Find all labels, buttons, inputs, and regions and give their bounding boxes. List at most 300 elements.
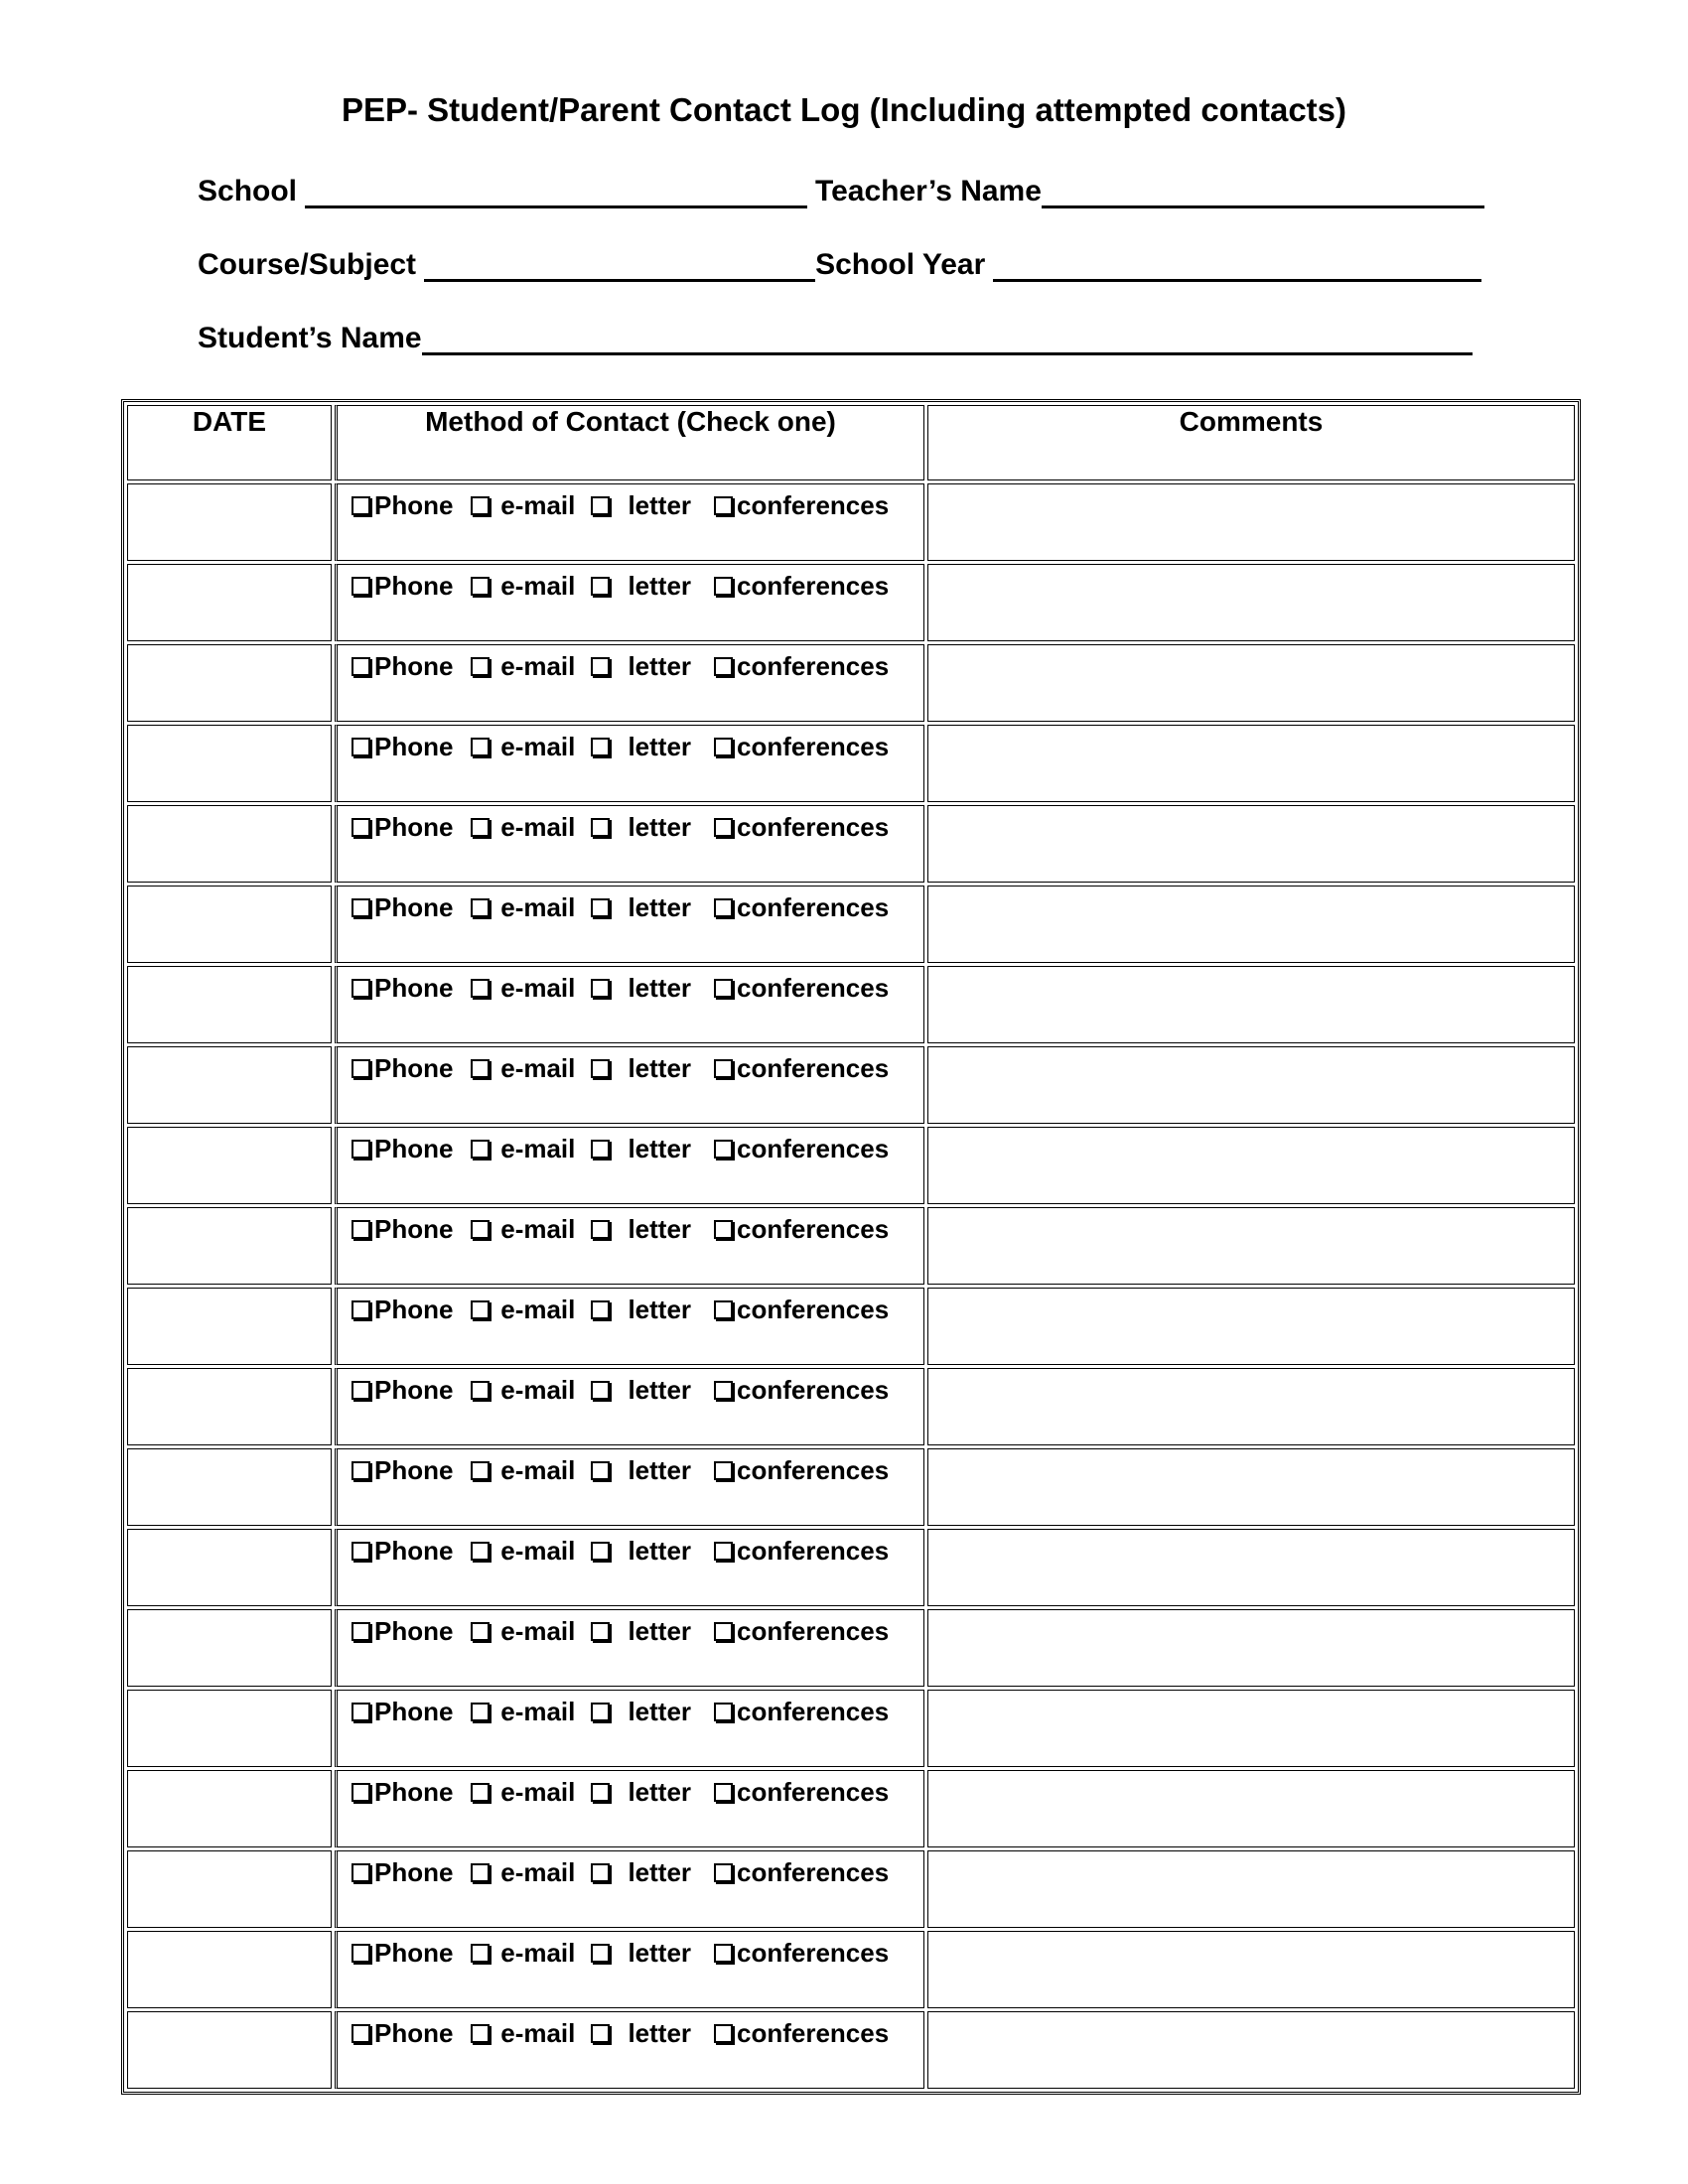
checkbox-icon[interactable] <box>591 1542 610 1561</box>
method-cell <box>335 483 924 561</box>
comments-cell[interactable] <box>927 644 1575 722</box>
checkbox-icon[interactable] <box>591 496 610 515</box>
comments-cell[interactable] <box>927 805 1575 883</box>
conferences-option[interactable] <box>714 892 889 923</box>
method-cell <box>335 1207 924 1285</box>
checkbox-icon[interactable] <box>714 1140 733 1159</box>
date-cell[interactable] <box>127 564 332 641</box>
comments-cell[interactable] <box>927 966 1575 1043</box>
letter-label: letter <box>628 1857 692 1887</box>
checkbox-icon[interactable] <box>714 1300 733 1319</box>
phone-option[interactable] <box>352 812 471 843</box>
checkbox-icon[interactable] <box>591 738 610 756</box>
email-option[interactable] <box>471 892 591 923</box>
phone-label: Phone <box>374 1857 454 1887</box>
conferences-option[interactable] <box>714 1134 889 1164</box>
email-option[interactable] <box>471 1375 591 1406</box>
letter-label: letter <box>628 490 692 520</box>
email-option[interactable] <box>471 1697 591 1727</box>
method-cell <box>335 1046 924 1124</box>
email-option[interactable] <box>471 1777 591 1808</box>
checkbox-icon[interactable] <box>714 818 733 837</box>
email-label: e-mail <box>500 1053 576 1083</box>
email-label: e-mail <box>500 571 576 601</box>
checkbox-icon[interactable] <box>471 1220 490 1239</box>
phone-label: Phone <box>374 1053 454 1083</box>
phone-label: Phone <box>374 1295 454 1324</box>
phone-label: Phone <box>374 1616 454 1646</box>
method-cell <box>335 1288 924 1365</box>
checkbox-icon[interactable] <box>714 1622 733 1641</box>
checkbox-icon[interactable] <box>591 657 610 676</box>
email-option[interactable] <box>471 1616 591 1647</box>
phone-label: Phone <box>374 490 454 520</box>
letter-option[interactable] <box>591 1295 714 1325</box>
email-label: e-mail <box>500 973 576 1003</box>
email-option[interactable] <box>471 1053 591 1084</box>
letter-label: letter <box>628 1938 692 1968</box>
checkbox-icon[interactable] <box>591 1461 610 1480</box>
conferences-option[interactable] <box>714 1295 889 1325</box>
letter-label: letter <box>628 1777 692 1807</box>
checkbox-icon[interactable] <box>714 1783 733 1802</box>
method-cell <box>335 1448 924 1526</box>
comments-cell[interactable] <box>927 1529 1575 1606</box>
checkbox-icon[interactable] <box>352 577 370 596</box>
letter-option[interactable] <box>591 490 714 521</box>
checkbox-icon[interactable] <box>352 1944 370 1963</box>
conferences-option[interactable] <box>714 812 889 843</box>
checkbox-icon[interactable] <box>352 1140 370 1159</box>
table-row <box>127 644 1575 722</box>
date-cell[interactable] <box>127 1207 332 1285</box>
conferences-option[interactable] <box>714 1536 889 1567</box>
school-teacher-line <box>198 175 1484 208</box>
email-label: e-mail <box>500 2018 576 2048</box>
table-row <box>127 725 1575 802</box>
table-row <box>127 564 1575 641</box>
email-option[interactable] <box>471 490 591 521</box>
letter-option[interactable] <box>591 1857 714 1888</box>
contact-log-table <box>121 399 1581 2095</box>
checkbox-icon[interactable] <box>352 2024 370 2043</box>
comments-cell[interactable] <box>927 1288 1575 1365</box>
email-option[interactable] <box>471 812 591 843</box>
letter-option[interactable] <box>591 1134 714 1164</box>
conferences-option[interactable] <box>714 1375 889 1406</box>
phone-option[interactable] <box>352 1857 471 1888</box>
conferences-option[interactable] <box>714 1053 889 1084</box>
school-year-label: School Year <box>815 248 986 281</box>
comments-header: Comments <box>927 405 1575 480</box>
checkbox-icon[interactable] <box>714 657 733 676</box>
email-option[interactable] <box>471 2018 591 2049</box>
letter-option[interactable] <box>591 1053 714 1084</box>
letter-option[interactable] <box>591 651 714 682</box>
email-option[interactable] <box>471 1857 591 1888</box>
table-row <box>127 1850 1575 1928</box>
table-row <box>127 483 1575 561</box>
date-cell[interactable] <box>127 1288 332 1365</box>
comments-cell[interactable] <box>927 1690 1575 1767</box>
letter-option[interactable] <box>591 1697 714 1727</box>
checkbox-icon[interactable] <box>714 1863 733 1882</box>
phone-label: Phone <box>374 1455 454 1485</box>
conferences-option[interactable] <box>714 1616 889 1647</box>
checkbox-icon[interactable] <box>591 818 610 837</box>
comments-cell[interactable] <box>927 1368 1575 1445</box>
checkbox-icon[interactable] <box>714 1220 733 1239</box>
student-name-field[interactable] <box>422 327 1473 355</box>
table-row <box>127 1207 1575 1285</box>
checkbox-icon[interactable] <box>591 1300 610 1319</box>
phone-option[interactable] <box>352 892 471 923</box>
email-option[interactable] <box>471 651 591 682</box>
comments-cell[interactable] <box>927 483 1575 561</box>
email-label: e-mail <box>500 1616 576 1646</box>
date-cell[interactable] <box>127 886 332 963</box>
checkbox-icon[interactable] <box>471 898 490 917</box>
phone-label: Phone <box>374 732 454 761</box>
method-cell <box>335 564 924 641</box>
phone-option[interactable] <box>352 2018 471 2049</box>
letter-label: letter <box>628 1616 692 1646</box>
checkbox-icon[interactable] <box>471 1863 490 1882</box>
conferences-option[interactable] <box>714 1938 889 1969</box>
email-option[interactable] <box>471 973 591 1004</box>
email-option[interactable] <box>471 571 591 602</box>
letter-label: letter <box>628 571 692 601</box>
phone-label: Phone <box>374 2018 454 2048</box>
date-cell[interactable] <box>127 805 332 883</box>
comments-cell[interactable] <box>927 725 1575 802</box>
email-option[interactable] <box>471 1134 591 1164</box>
checkbox-icon[interactable] <box>471 657 490 676</box>
checkbox-icon[interactable] <box>352 818 370 837</box>
conferences-option[interactable] <box>714 1777 889 1808</box>
comments-cell[interactable] <box>927 1207 1575 1285</box>
comments-cell[interactable] <box>927 886 1575 963</box>
checkbox-icon[interactable] <box>591 577 610 596</box>
email-option[interactable] <box>471 1214 591 1245</box>
checkbox-icon[interactable] <box>471 1300 490 1319</box>
phone-option[interactable] <box>352 1616 471 1647</box>
table-row <box>127 2011 1575 2089</box>
phone-option[interactable] <box>352 571 471 602</box>
letter-label: letter <box>628 1134 692 1163</box>
checkbox-icon[interactable] <box>352 1783 370 1802</box>
checkbox-icon[interactable] <box>352 1300 370 1319</box>
letter-option[interactable] <box>591 732 714 762</box>
checkbox-icon[interactable] <box>591 1783 610 1802</box>
conferences-label: conferences <box>737 1857 890 1887</box>
letter-option[interactable] <box>591 1938 714 1969</box>
letter-label: letter <box>628 1375 692 1405</box>
conferences-label: conferences <box>737 1536 890 1566</box>
method-cell <box>335 1127 924 1204</box>
comments-cell[interactable] <box>927 1770 1575 1847</box>
conferences-option[interactable] <box>714 1214 889 1245</box>
conferences-label: conferences <box>737 812 890 842</box>
method-cell <box>335 725 924 802</box>
checkbox-icon[interactable] <box>714 738 733 756</box>
checkbox-icon[interactable] <box>591 1622 610 1641</box>
conferences-label: conferences <box>737 1053 890 1083</box>
checkbox-icon[interactable] <box>591 1381 610 1400</box>
checkbox-icon[interactable] <box>714 496 733 515</box>
phone-label: Phone <box>374 973 454 1003</box>
table-row <box>127 1529 1575 1606</box>
method-cell <box>335 966 924 1043</box>
school-field[interactable] <box>305 180 807 208</box>
letter-option[interactable] <box>591 812 714 843</box>
checkbox-icon[interactable] <box>352 1461 370 1480</box>
checkbox-icon[interactable] <box>471 1542 490 1561</box>
date-cell[interactable] <box>127 1850 332 1928</box>
letter-option[interactable] <box>591 892 714 923</box>
checkbox-icon[interactable] <box>471 1381 490 1400</box>
date-cell[interactable] <box>127 1127 332 1204</box>
letter-option[interactable] <box>591 1536 714 1567</box>
table-header-row <box>127 405 1575 480</box>
checkbox-icon[interactable] <box>352 738 370 756</box>
email-label: e-mail <box>500 490 576 520</box>
course-subject-field[interactable] <box>424 253 815 282</box>
checkbox-icon[interactable] <box>352 898 370 917</box>
conferences-option[interactable] <box>714 1455 889 1486</box>
date-cell[interactable] <box>127 1368 332 1445</box>
comments-cell[interactable] <box>927 1850 1575 1928</box>
checkbox-icon[interactable] <box>471 979 490 998</box>
phone-label: Phone <box>374 1214 454 1244</box>
checkbox-icon[interactable] <box>471 1622 490 1641</box>
comments-cell[interactable] <box>927 1931 1575 2008</box>
email-label: e-mail <box>500 732 576 761</box>
checkbox-icon[interactable] <box>591 1059 610 1078</box>
date-cell[interactable] <box>127 1931 332 2008</box>
checkbox-icon[interactable] <box>352 1220 370 1239</box>
checkbox-icon[interactable] <box>471 1461 490 1480</box>
phone-label: Phone <box>374 651 454 681</box>
email-label: e-mail <box>500 1857 576 1887</box>
conferences-label: conferences <box>737 732 890 761</box>
checkbox-icon[interactable] <box>714 2024 733 2043</box>
teacher-name-label: Teacher’s Name <box>815 175 1042 207</box>
checkbox-icon[interactable] <box>714 1381 733 1400</box>
checkbox-icon[interactable] <box>352 657 370 676</box>
phone-label: Phone <box>374 571 454 601</box>
checkbox-icon[interactable] <box>591 2024 610 2043</box>
phone-option[interactable] <box>352 1536 471 1567</box>
conferences-label: conferences <box>737 1375 890 1405</box>
checkbox-icon[interactable] <box>471 738 490 756</box>
conferences-label: conferences <box>737 973 890 1003</box>
letter-label: letter <box>628 892 692 922</box>
phone-option[interactable] <box>352 651 471 682</box>
phone-option[interactable] <box>352 1295 471 1325</box>
phone-option[interactable] <box>352 1455 471 1486</box>
checkbox-icon[interactable] <box>471 2024 490 2043</box>
letter-option[interactable] <box>591 1375 714 1406</box>
date-cell[interactable] <box>127 966 332 1043</box>
checkbox-icon[interactable] <box>591 1140 610 1159</box>
email-option[interactable] <box>471 1536 591 1567</box>
checkbox-icon[interactable] <box>714 979 733 998</box>
checkbox-icon[interactable] <box>352 1059 370 1078</box>
email-label: e-mail <box>500 1697 576 1726</box>
date-cell[interactable] <box>127 1609 332 1687</box>
course-year-line <box>198 248 1481 282</box>
letter-label: letter <box>628 1536 692 1566</box>
checkbox-icon[interactable] <box>471 1944 490 1963</box>
email-option[interactable] <box>471 1295 591 1325</box>
checkbox-icon[interactable] <box>714 1461 733 1480</box>
table-row <box>127 1288 1575 1365</box>
letter-option[interactable] <box>591 1455 714 1486</box>
email-option[interactable] <box>471 732 591 762</box>
checkbox-icon[interactable] <box>714 898 733 917</box>
conferences-option[interactable] <box>714 490 889 521</box>
date-cell[interactable] <box>127 644 332 722</box>
student-line <box>198 322 1473 355</box>
checkbox-icon[interactable] <box>352 1622 370 1641</box>
letter-label: letter <box>628 973 692 1003</box>
school-label: School <box>198 175 298 207</box>
letter-label: letter <box>628 1214 692 1244</box>
email-label: e-mail <box>500 1134 576 1163</box>
phone-option[interactable] <box>352 1053 471 1084</box>
checkbox-icon[interactable] <box>471 818 490 837</box>
phone-option[interactable] <box>352 1777 471 1808</box>
comments-cell[interactable] <box>927 2011 1575 2089</box>
phone-option[interactable] <box>352 1214 471 1245</box>
date-cell[interactable] <box>127 1529 332 1606</box>
comments-cell[interactable] <box>927 1046 1575 1124</box>
comments-cell[interactable] <box>927 564 1575 641</box>
letter-label: letter <box>628 1053 692 1083</box>
phone-option[interactable] <box>352 1697 471 1727</box>
letter-option[interactable] <box>591 571 714 602</box>
conferences-option[interactable] <box>714 1857 889 1888</box>
email-label: e-mail <box>500 651 576 681</box>
email-label: e-mail <box>500 1375 576 1405</box>
table-row <box>127 1609 1575 1687</box>
checkbox-icon[interactable] <box>591 1703 610 1721</box>
checkbox-icon[interactable] <box>714 1944 733 1963</box>
phone-label: Phone <box>374 1134 454 1163</box>
checkbox-icon[interactable] <box>714 1703 733 1721</box>
checkbox-icon[interactable] <box>714 1542 733 1561</box>
date-cell[interactable] <box>127 1448 332 1526</box>
method-header: Method of Contact (Check one) <box>335 405 924 480</box>
letter-label: letter <box>628 732 692 761</box>
comments-cell[interactable] <box>927 1127 1575 1204</box>
email-label: e-mail <box>500 1777 576 1807</box>
school-year-field[interactable] <box>993 253 1481 282</box>
date-cell[interactable] <box>127 2011 332 2089</box>
letter-option[interactable] <box>591 1777 714 1808</box>
checkbox-icon[interactable] <box>352 1863 370 1882</box>
comments-cell[interactable] <box>927 1448 1575 1526</box>
date-cell[interactable] <box>127 1046 332 1124</box>
email-option[interactable] <box>471 1938 591 1969</box>
phone-label: Phone <box>374 1777 454 1807</box>
date-cell[interactable] <box>127 1770 332 1847</box>
checkbox-icon[interactable] <box>352 1381 370 1400</box>
conferences-label: conferences <box>737 1455 890 1485</box>
checkbox-icon[interactable] <box>591 1220 610 1239</box>
conferences-option[interactable] <box>714 651 889 682</box>
checkbox-icon[interactable] <box>471 1140 490 1159</box>
date-cell[interactable] <box>127 483 332 561</box>
letter-option[interactable] <box>591 973 714 1004</box>
conferences-option[interactable] <box>714 973 889 1004</box>
letter-label: letter <box>628 1697 692 1726</box>
checkbox-icon[interactable] <box>714 577 733 596</box>
method-cell <box>335 1529 924 1606</box>
phone-option[interactable] <box>352 973 471 1004</box>
method-cell <box>335 1609 924 1687</box>
phone-option[interactable] <box>352 732 471 762</box>
conferences-option[interactable] <box>714 1697 889 1727</box>
email-label: e-mail <box>500 812 576 842</box>
checkbox-icon[interactable] <box>352 979 370 998</box>
checkbox-icon[interactable] <box>471 1059 490 1078</box>
checkbox-icon[interactable] <box>591 1863 610 1882</box>
letter-label: letter <box>628 651 692 681</box>
checkbox-icon[interactable] <box>471 496 490 515</box>
phone-label: Phone <box>374 1697 454 1726</box>
checkbox-icon[interactable] <box>714 1059 733 1078</box>
letter-option[interactable] <box>591 1214 714 1245</box>
date-cell[interactable] <box>127 1690 332 1767</box>
phone-label: Phone <box>374 1938 454 1968</box>
checkbox-icon[interactable] <box>352 1703 370 1721</box>
phone-option[interactable] <box>352 1375 471 1406</box>
date-header: DATE <box>127 405 332 480</box>
checkbox-icon[interactable] <box>591 1944 610 1963</box>
checkbox-icon[interactable] <box>591 979 610 998</box>
method-cell <box>335 1368 924 1445</box>
letter-option[interactable] <box>591 2018 714 2049</box>
conferences-option[interactable] <box>714 2018 889 2049</box>
conferences-option[interactable] <box>714 571 889 602</box>
conferences-label: conferences <box>737 1134 890 1163</box>
phone-option[interactable] <box>352 1938 471 1969</box>
method-cell <box>335 644 924 722</box>
email-option[interactable] <box>471 1455 591 1486</box>
table-row <box>127 966 1575 1043</box>
checkbox-icon[interactable] <box>471 1703 490 1721</box>
method-cell <box>335 1770 924 1847</box>
conferences-option[interactable] <box>714 732 889 762</box>
checkbox-icon[interactable] <box>471 577 490 596</box>
phone-option[interactable] <box>352 490 471 521</box>
letter-option[interactable] <box>591 1616 714 1647</box>
phone-option[interactable] <box>352 1134 471 1164</box>
comments-cell[interactable] <box>927 1609 1575 1687</box>
teacher-name-field[interactable] <box>1042 180 1484 208</box>
checkbox-icon[interactable] <box>352 496 370 515</box>
date-cell[interactable] <box>127 725 332 802</box>
email-label: e-mail <box>500 1295 576 1324</box>
checkbox-icon[interactable] <box>471 1783 490 1802</box>
course-subject-label: Course/Subject <box>198 248 417 281</box>
conferences-label: conferences <box>737 571 890 601</box>
method-cell <box>335 1931 924 2008</box>
checkbox-icon[interactable] <box>352 1542 370 1561</box>
checkbox-icon[interactable] <box>591 898 610 917</box>
